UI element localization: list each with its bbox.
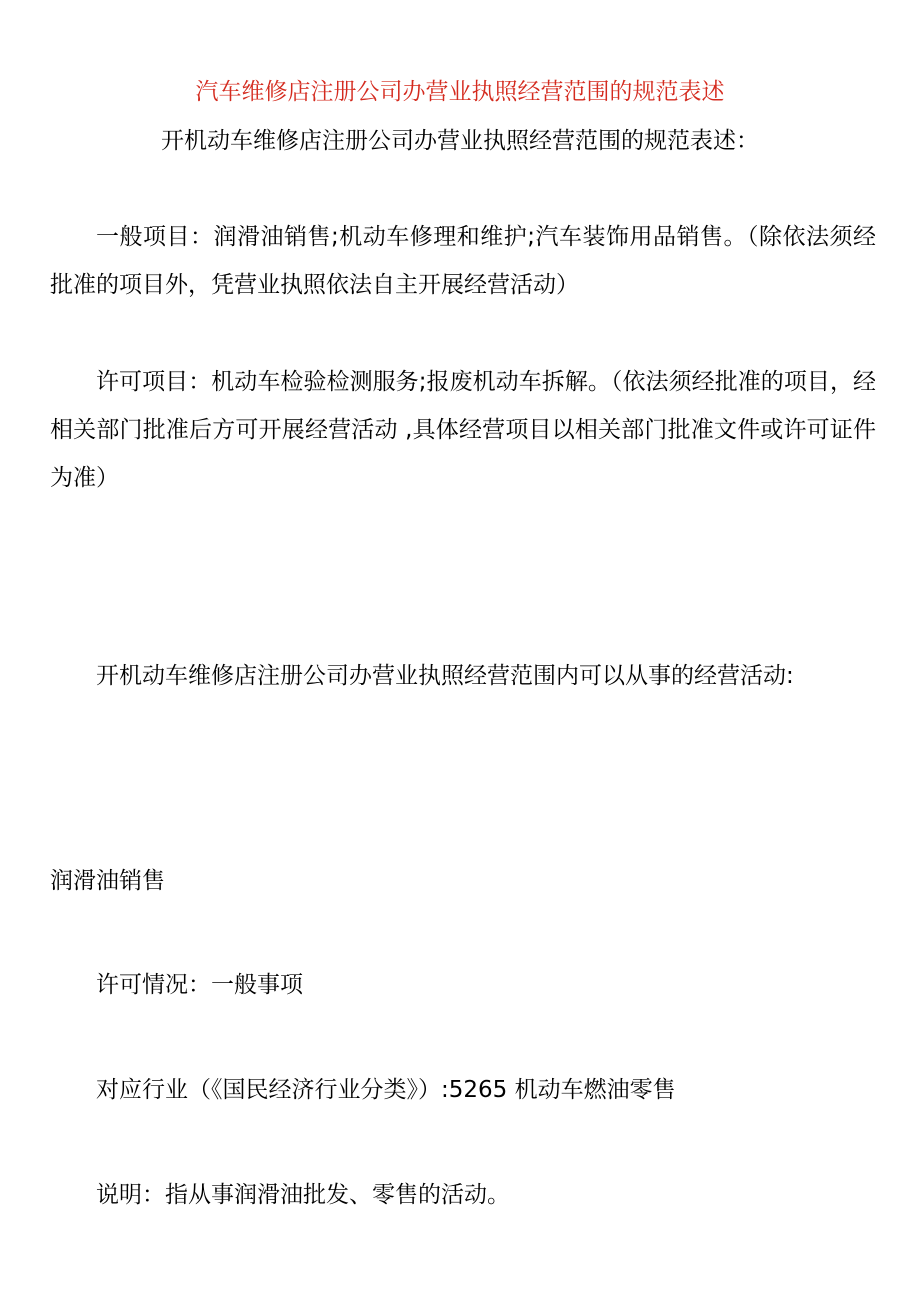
license-status-line: 许可情况：一般事项 <box>96 972 303 998</box>
general-items-paragraph: 一般项目：润滑油销售;机动车修理和维护;汽车装饰用品销售。（除依法须经批准的项目外，凭营业执照依法自主开展经营活动） <box>50 224 876 298</box>
section-heading: 润滑油销售 <box>50 868 165 894</box>
activities-intro-paragraph: 开机动车维修店注册公司办营业执照经营范围内可以从事的经营活动: <box>96 663 794 689</box>
industry-line: 对应行业（《国民经济行业分类》）:5265 机动车燃油零售 <box>96 1077 676 1103</box>
licensed-items-paragraph: 许可项目：机动车检验检测服务;报废机动车拆解。（依法须经批准的项目，经相关部门批准后方可开展经营活动 ,具体经营项目以相关部门批准文件或许可证件为准） <box>50 369 876 491</box>
document-subtitle: 开机动车维修店注册公司办营业执照经营范围的规范表述： <box>161 128 759 154</box>
description-line: 说明：指从事润滑油批发、零售的活动。 <box>96 1182 510 1208</box>
document-title: 汽车维修店注册公司办营业执照经营范围的规范表述 <box>195 79 725 105</box>
